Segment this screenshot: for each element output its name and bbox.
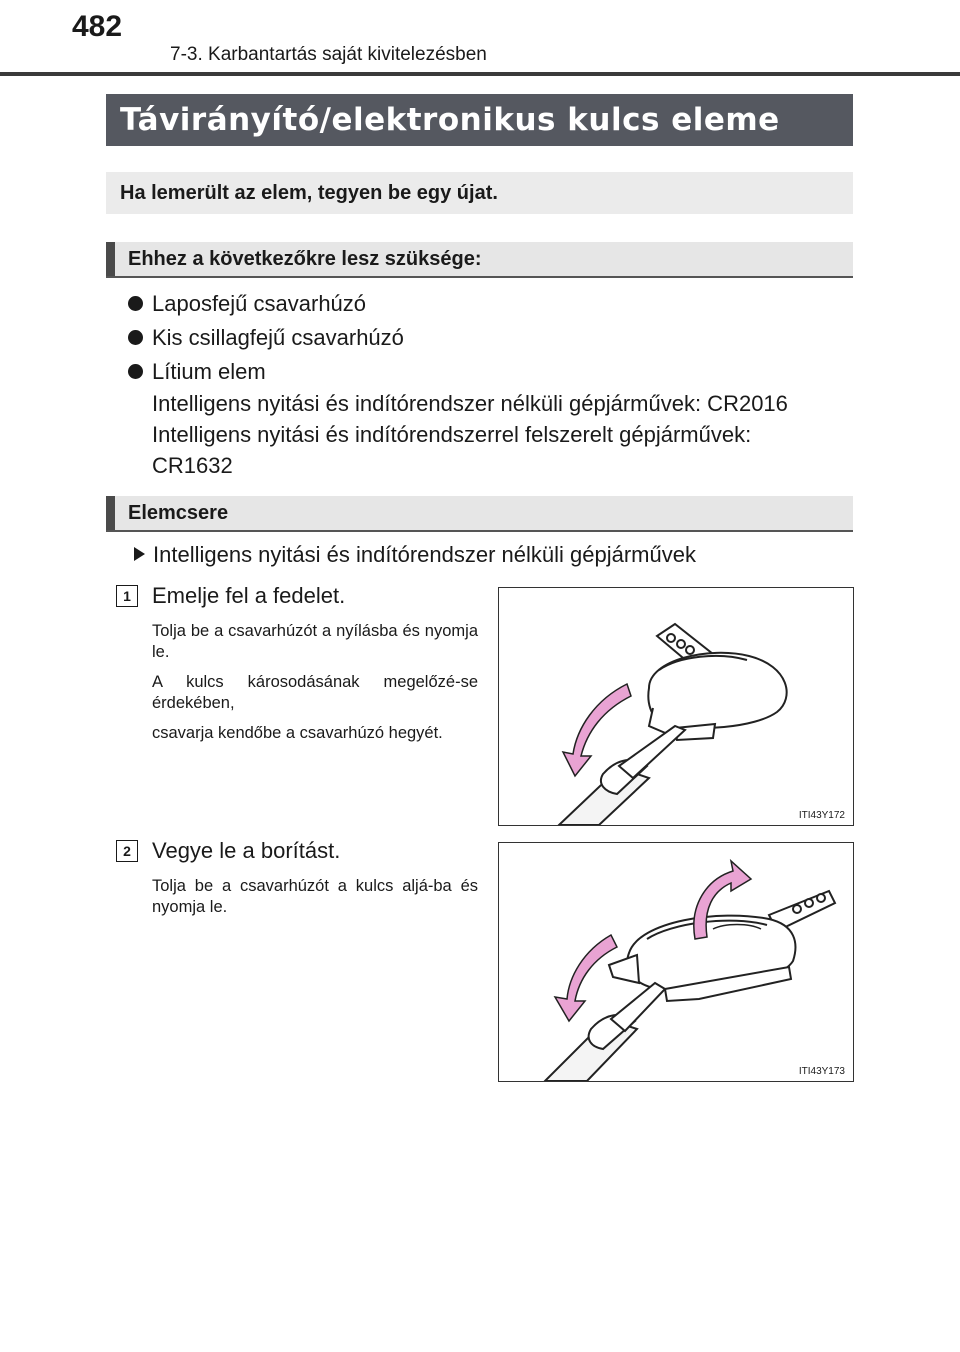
intro-text: Ha lemerült az elem, tegyen be egy újat.	[120, 182, 498, 204]
battery-detail: Intelligens nyitási és indítórendszer nélküli gépjárművek: CR2016	[152, 391, 788, 416]
key-open-cover-illustration	[499, 588, 853, 825]
bullet-dot-icon	[128, 364, 143, 379]
variant-text: Intelligens nyitási és indítórendszer nélküli gépjárművek	[153, 542, 696, 567]
requirements-list	[128, 288, 848, 481]
step-note: Tolja be a csavarhúzót a nyílásba és nyomja le.	[152, 622, 478, 661]
step-title: Vegye le a borítást.	[152, 838, 341, 863]
list-item-text: Laposfejű csavarhúzó	[152, 291, 367, 316]
step-number: 1	[116, 585, 138, 607]
key-remove-cover-illustration	[499, 843, 853, 1081]
intro-box	[106, 172, 853, 214]
figure-code: ITI43Y172	[798, 810, 845, 821]
variant-line	[134, 540, 696, 570]
requirements-heading	[106, 242, 853, 278]
section-marker	[106, 242, 115, 276]
figure-code: ITI43Y173	[798, 1066, 845, 1077]
figure-2	[498, 842, 854, 1082]
step-notes	[152, 876, 478, 927]
section-marker	[106, 496, 115, 530]
page-number: 482	[72, 10, 123, 43]
battery-detail: Intelligens nyitási és indítórendszerrel felszerelt gépjárművek:	[152, 422, 752, 447]
page-title: Távirányító/elektronikus kulcs eleme	[120, 102, 780, 138]
curved-arrow-icon	[555, 935, 617, 1021]
step-note: A kulcs károsodásának megelőzé-se érdekében,	[152, 673, 478, 712]
list-item	[128, 356, 848, 388]
running-head: 7-3. Karbantartás saját kivitelezésben	[170, 44, 487, 65]
step-notes	[152, 621, 478, 753]
battery-detail: CR1632	[152, 453, 233, 478]
replacement-heading-text: Elemcsere	[128, 502, 229, 524]
step-note: csavarja kendőbe a csavarhúzó hegyét.	[152, 724, 443, 742]
step-title: Emelje fel a fedelet.	[152, 583, 346, 608]
bullet-dot-icon	[128, 296, 143, 311]
step-note: Tolja be a csavarhúzót a kulcs aljá-ba és nyomja le.	[152, 877, 478, 916]
triangle-pointer-icon	[134, 547, 145, 561]
title-bar	[106, 94, 853, 146]
requirements-heading-text: Ehhez a következőkre lesz szüksége:	[128, 248, 482, 270]
list-item-text: Lítium elem	[152, 359, 266, 384]
header-rule	[0, 72, 960, 76]
step-number: 2	[116, 840, 138, 862]
bullet-dot-icon	[128, 330, 143, 345]
figure-1	[498, 587, 854, 826]
list-item	[128, 322, 848, 354]
list-item	[128, 288, 848, 320]
replacement-heading	[106, 496, 853, 532]
list-item-text: Kis csillagfejű csavarhúzó	[152, 325, 404, 350]
